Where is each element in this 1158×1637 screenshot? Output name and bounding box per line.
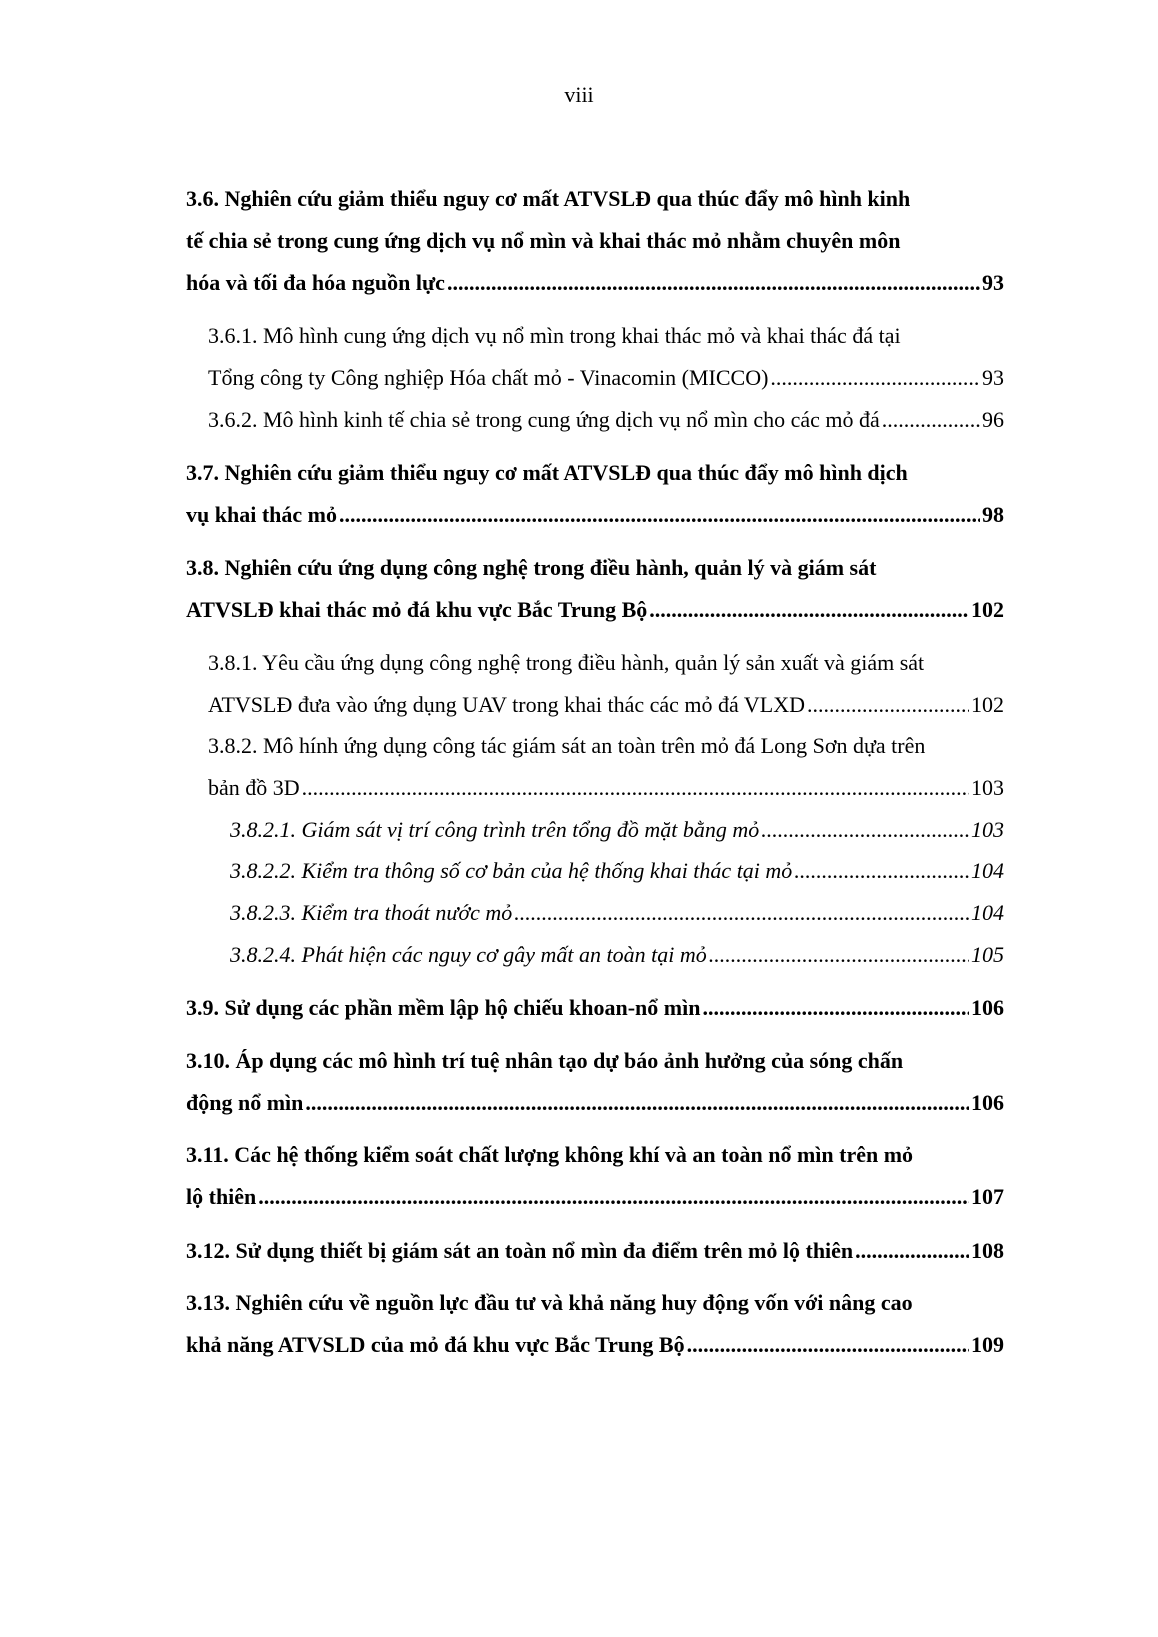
- toc-entry-line: 3.13. Nghiên cứu về nguồn lực đầu tư và khả năng huy động vốn với nâng cao: [186, 1290, 913, 1315]
- dot-leader: [807, 692, 969, 718]
- toc-entry-line: 3.6. Nghiên cứu giảm thiểu nguy cơ mất ATVSLĐ qua thúc đẩy mô hình kinh: [186, 186, 911, 211]
- toc-entry-last-line: [186, 502, 1004, 528]
- toc-page-number: 107: [971, 1184, 1004, 1209]
- toc-entry-line: 3.9. Sử dụng các phần mềm lập hộ chiếu khoan-nổ mìn: [186, 995, 701, 1020]
- toc-entry-3-8-2-4[interactable]: [230, 942, 1004, 972]
- dot-leader: [855, 1238, 969, 1264]
- toc-entry-line: 3.8. Nghiên cứu ứng dụng công nghệ trong điều hành, quản lý và giám sát: [186, 555, 877, 580]
- toc-entry-line: 3.8.2.1. Giám sát vị trí công trình trên tổng đồ mặt bằng mỏ: [230, 817, 760, 842]
- toc-page-number: 103: [971, 817, 1004, 842]
- toc-entry-line: 3.7. Nghiên cứu giảm thiểu nguy cơ mất ATVSLĐ qua thúc đẩy mô hình dịch: [186, 460, 908, 485]
- toc-entry-line: 3.11. Các hệ thống kiểm soát chất lượng không khí và an toàn nổ mìn trên mỏ: [186, 1142, 914, 1167]
- dot-leader: [302, 775, 969, 801]
- dot-leader: [709, 942, 969, 968]
- dot-leader: [770, 365, 980, 391]
- toc-entry-line: khả năng ATVSLD của mỏ đá khu vực Bắc Trung Bộ: [186, 1332, 685, 1357]
- toc-entry-3-12[interactable]: [186, 1238, 1004, 1268]
- page-number: viii: [564, 82, 594, 107]
- toc-entry-3-8-2-3[interactable]: [230, 900, 1004, 930]
- dot-leader: [761, 817, 969, 843]
- toc-entry-last-line: [230, 942, 1004, 968]
- toc-page-number: 106: [971, 995, 1004, 1020]
- toc-entry-last-line: [186, 1332, 1004, 1358]
- toc-entry-last-line: [230, 817, 1004, 843]
- toc-page-number: 98: [982, 502, 1004, 527]
- toc-entry-last-line: [186, 597, 1004, 623]
- toc-entry-line: 3.8.2.2. Kiểm tra thông số cơ bản của hệ thống khai thác tại mỏ: [230, 858, 793, 883]
- toc-entry-3-8-1[interactable]: [208, 650, 1004, 720]
- toc-entry-3-8[interactable]: [186, 555, 1004, 625]
- toc-entry-3-9[interactable]: [186, 995, 1004, 1025]
- toc-entry-last-line: [230, 858, 1004, 884]
- toc-entry-3-13[interactable]: [186, 1290, 1004, 1360]
- toc-page-number: 105: [971, 942, 1004, 967]
- toc-page-number: 109: [971, 1332, 1004, 1357]
- toc-entry-last-line: [230, 900, 1004, 926]
- toc-entry-line: 3.12. Sử dụng thiết bị giám sát an toàn nổ mìn đa điểm trên mỏ lộ thiên: [186, 1238, 854, 1263]
- dot-leader: [514, 900, 969, 926]
- toc-entry-3-7[interactable]: [186, 460, 1004, 530]
- toc-entry-line: lộ thiên: [186, 1184, 257, 1209]
- toc-entry-3-6-1[interactable]: [208, 323, 1004, 393]
- dot-leader: [882, 407, 980, 433]
- toc-page-number: 96: [982, 407, 1004, 432]
- toc-entry-last-line: [208, 407, 1004, 433]
- toc-page-number: 106: [971, 1090, 1004, 1115]
- toc-page-number: 102: [971, 597, 1004, 622]
- toc-entry-3-11[interactable]: [186, 1142, 1004, 1212]
- toc-entry-line: 3.8.2. Mô hính ứng dụng công tác giám sát an toàn trên mỏ đá Long Sơn dựa trên: [208, 733, 926, 758]
- toc-entry-line: 3.8.2.3. Kiểm tra thoát nước mỏ: [230, 900, 513, 925]
- toc-page-number: 103: [971, 775, 1004, 800]
- toc-entry-line: ATVSLĐ đưa vào ứng dụng UAV trong khai thác các mỏ đá VLXD: [208, 692, 805, 717]
- toc-entry-3-8-2-1[interactable]: [230, 817, 1004, 847]
- toc-entry-last-line: [208, 692, 1004, 718]
- toc-entry-last-line: [186, 995, 1004, 1021]
- toc-entry-last-line: [186, 270, 1004, 296]
- toc-entry-3-8-2-2[interactable]: [230, 858, 1004, 888]
- dot-leader: [339, 502, 980, 528]
- toc-entry-3-8-2[interactable]: [208, 733, 1004, 803]
- toc-entry-line: bản đồ 3D: [208, 775, 300, 800]
- toc-entry-last-line: [186, 1184, 1004, 1210]
- toc-entry-line: Tổng công ty Công nghiệp Hóa chất mỏ - Vinacomin (MICCO): [208, 365, 769, 390]
- dot-leader: [687, 1332, 969, 1358]
- toc-entry-line: ATVSLĐ khai thác mỏ đá khu vực Bắc Trung Bộ: [186, 597, 648, 622]
- toc-entry-last-line: [186, 1238, 1004, 1264]
- toc-page-number: 93: [982, 270, 1004, 295]
- dot-leader: [702, 995, 969, 1021]
- toc-entry-last-line: [208, 775, 1004, 801]
- toc-page-number: 104: [971, 858, 1004, 883]
- toc-entry-line: vụ khai thác mỏ: [186, 502, 337, 527]
- dot-leader: [794, 858, 969, 884]
- toc-page-number: 93: [982, 365, 1004, 390]
- toc-entry-line: 3.10. Áp dụng các mô hình trí tuệ nhân tạo dự báo ảnh hưởng của sóng chấn: [186, 1048, 904, 1073]
- dot-leader: [447, 270, 980, 296]
- toc-entry-line: tế chia sẻ trong cung ứng dịch vụ nổ mìn và khai thác mỏ nhằm chuyên môn: [186, 228, 901, 253]
- toc-entry-line: hóa và tối đa hóa nguồn lực: [186, 270, 445, 295]
- dot-leader: [258, 1184, 969, 1210]
- toc-entry-line: 3.6.2. Mô hình kinh tế chia sẻ trong cung ứng dịch vụ nổ mìn cho các mỏ đá: [208, 407, 880, 432]
- toc-entry-3-10[interactable]: [186, 1048, 1004, 1118]
- toc-entry-3-6[interactable]: [186, 186, 1004, 298]
- toc-page-number: 104: [971, 900, 1004, 925]
- toc-entry-last-line: [186, 1090, 1004, 1116]
- toc-page-number: 102: [971, 692, 1004, 717]
- dot-leader: [649, 597, 969, 623]
- dot-leader: [305, 1090, 969, 1116]
- toc-entry-line: 3.8.2.4. Phát hiện các nguy cơ gây mất an toàn tại mỏ: [230, 942, 707, 967]
- toc-entry-line: 3.8.1. Yêu cầu ứng dụng công nghệ trong điều hành, quản lý sản xuất và giám sát: [208, 650, 925, 675]
- toc-entry-last-line: [208, 365, 1004, 391]
- toc-entry-line: động nổ mìn: [186, 1090, 304, 1115]
- toc-entry-3-6-2[interactable]: [208, 407, 1004, 437]
- toc-entry-line: 3.6.1. Mô hình cung ứng dịch vụ nổ mìn trong khai thác mỏ và khai thác đá tại: [208, 323, 901, 348]
- toc-page-number: 108: [971, 1238, 1004, 1263]
